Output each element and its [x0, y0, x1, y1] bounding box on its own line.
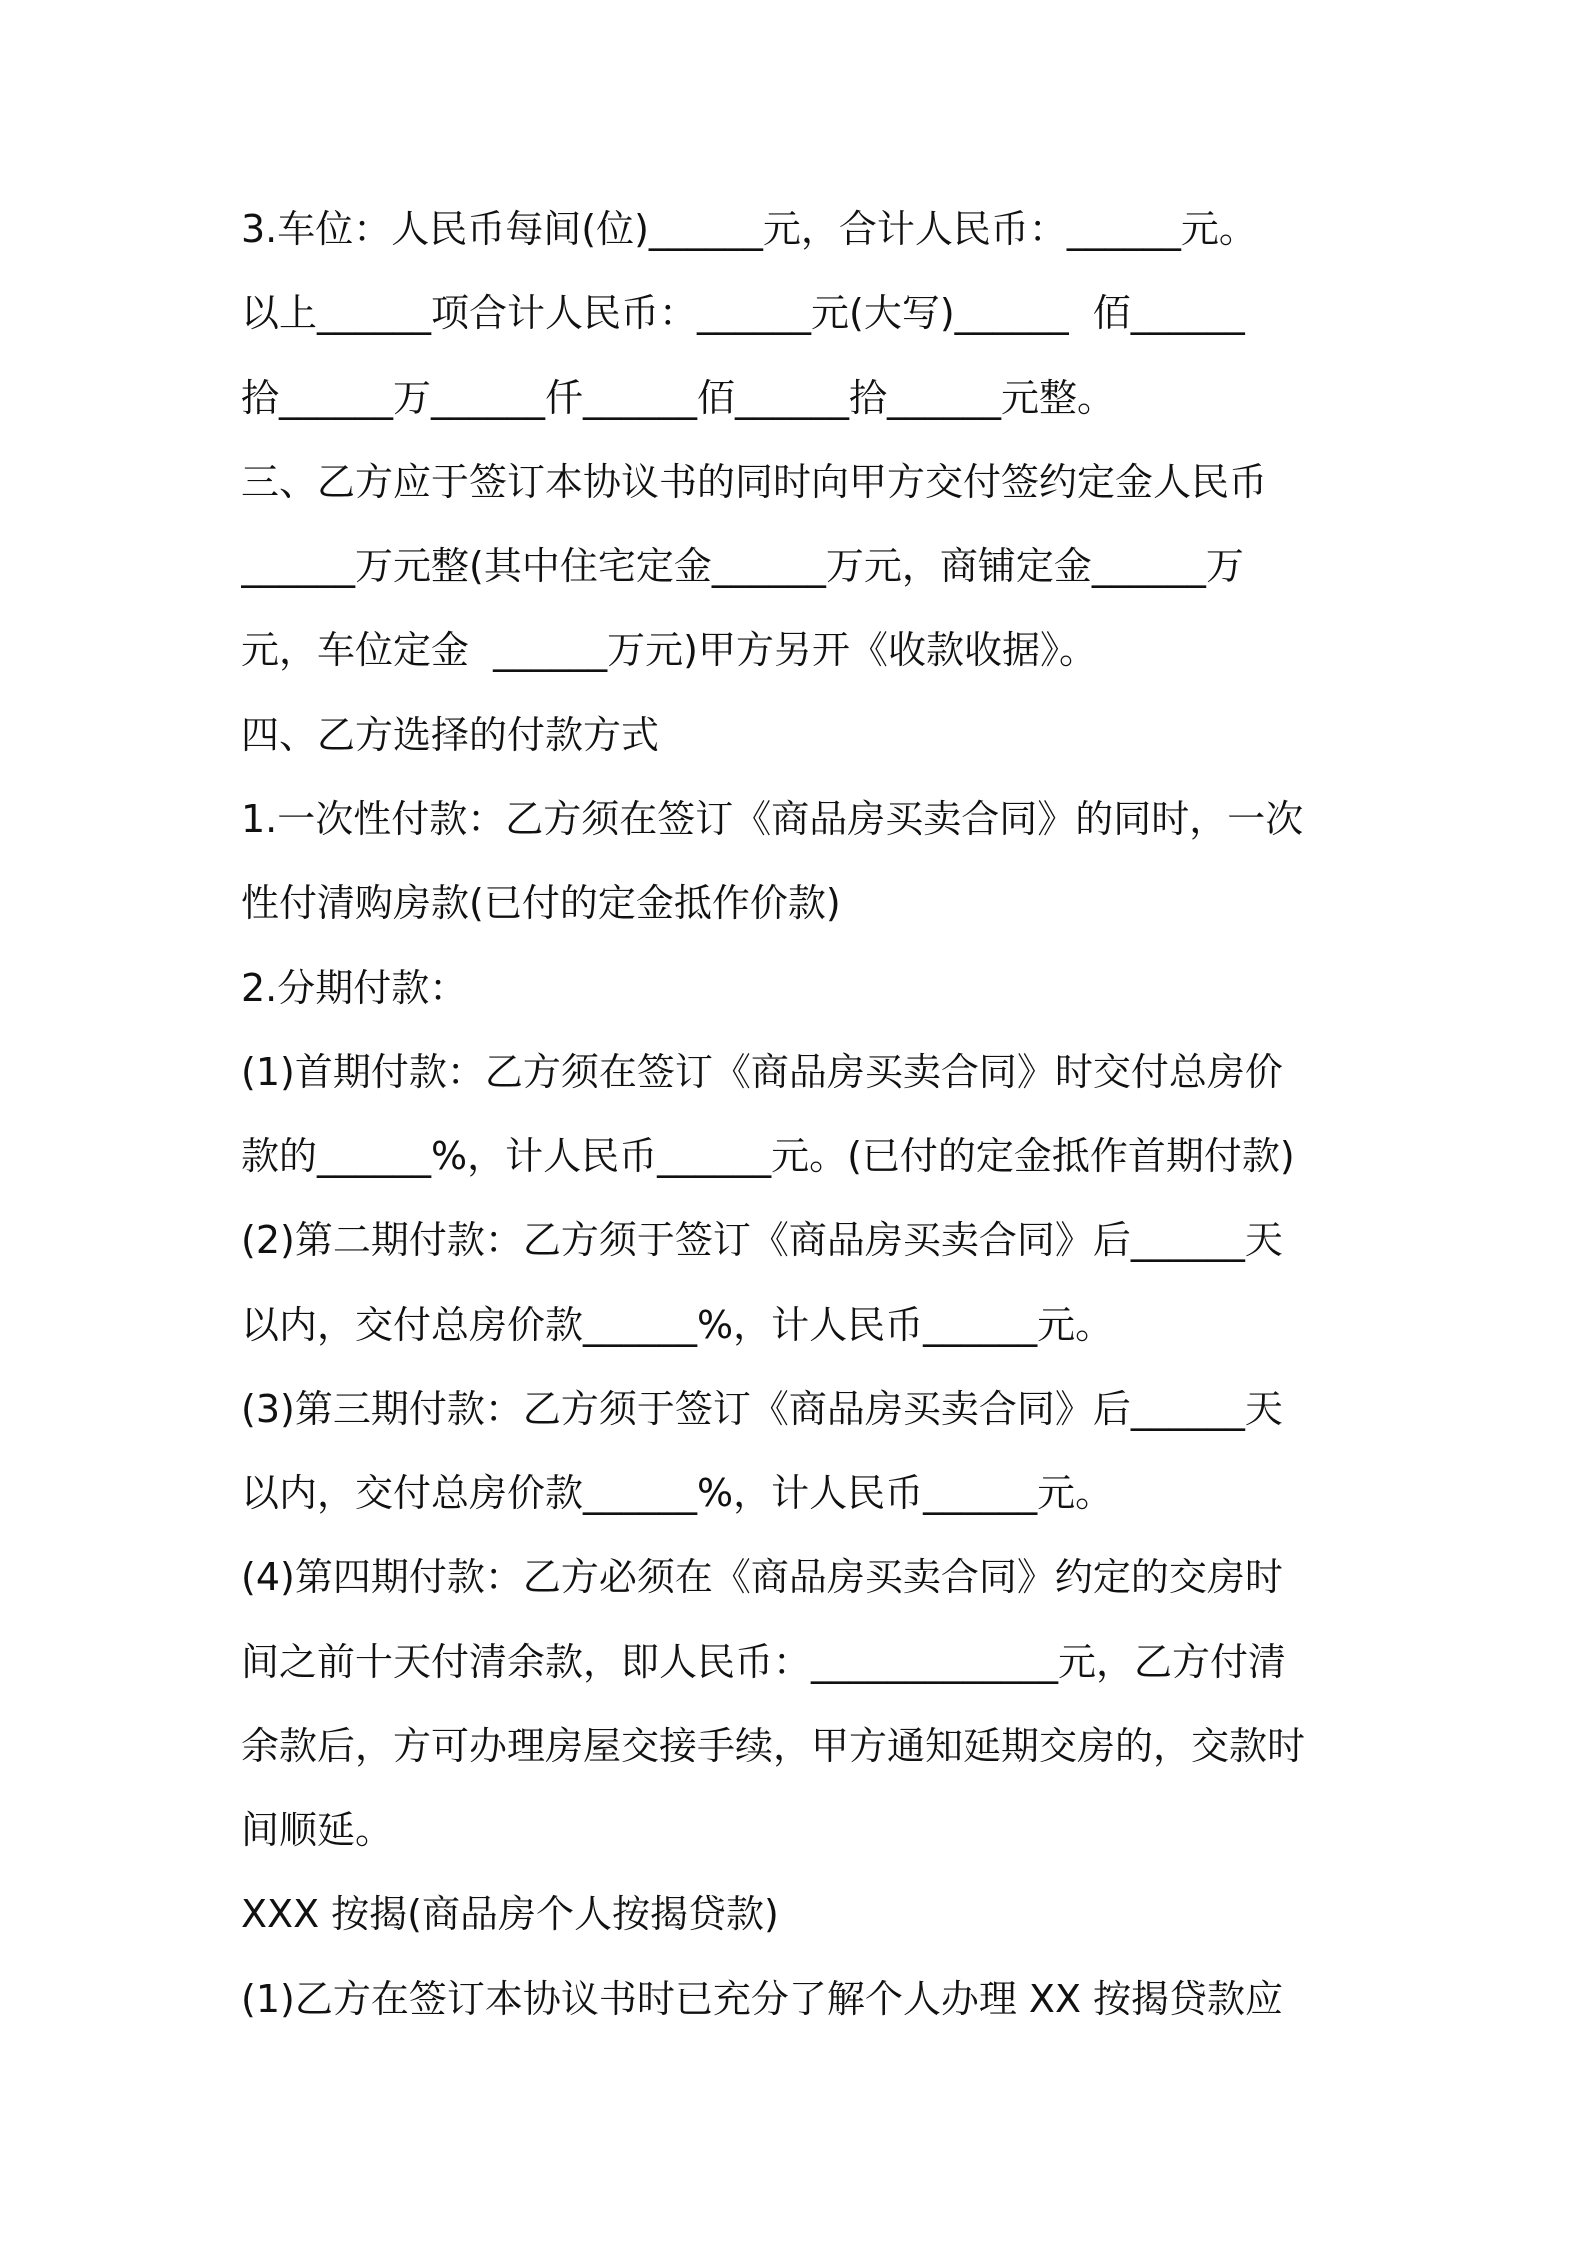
text-line: 3.车位：人民币每间(位)______元，合计人民币：______元。 — [241, 207, 1257, 251]
text-line: 间顺延。 — [241, 1808, 394, 1852]
text-line: (1)首期付款：乙方须在签订《商品房买卖合同》时交付总房价 — [241, 1050, 1283, 1094]
text-line: (4)第四期付款：乙方必须在《商品房买卖合同》约定的交房时 — [241, 1555, 1283, 1599]
text-line: ______万元整(其中住宅定金______万元，商铺定金______万 — [241, 544, 1244, 588]
text-line: (2)第二期付款：乙方须于签订《商品房买卖合同》后______天 — [241, 1218, 1283, 1262]
text-line: 三、乙方应于签订本协议书的同时向甲方交付签约定金人民币 — [241, 460, 1268, 504]
text-line: 1.一次性付款：乙方须在签订《商品房买卖合同》的同时，一次 — [241, 797, 1304, 841]
text-line: 间之前十天付清余款，即人民币：_____________元，乙方付清 — [241, 1640, 1287, 1684]
text-line: 元，车位定金 ______万元)甲方另开《收款收据》。 — [241, 628, 1097, 672]
text-line: 以内，交付总房价款______%，计人民币______元。 — [241, 1303, 1114, 1347]
text-line: 2.分期付款： — [241, 966, 468, 1010]
text-line: 性付清购房款(已付的定金抵作价款) — [241, 881, 841, 925]
text-line: 款的______%，计人民币______元。(已付的定金抵作首期付款) — [241, 1134, 1295, 1178]
text-line: 以内，交付总房价款______%，计人民币______元。 — [241, 1471, 1114, 1515]
text-line: 以上______项合计人民币：______元(大写)______ 佰______ — [241, 291, 1245, 335]
text-line: 拾______万______仟______佰______拾______元整。 — [241, 376, 1116, 420]
text-line: XXX 按揭(商品房个人按揭贷款) — [241, 1892, 779, 1936]
section-heading: 四、乙方选择的付款方式 — [241, 713, 660, 757]
text-line: (3)第三期付款：乙方须于签订《商品房买卖合同》后______天 — [241, 1387, 1283, 1431]
text-line: (1)乙方在签订本协议书时已充分了解个人办理 XX 按揭贷款应 — [241, 1977, 1284, 2021]
text-line: 余款后，方可办理房屋交接手续，甲方通知延期交房的，交款时 — [241, 1724, 1306, 1768]
